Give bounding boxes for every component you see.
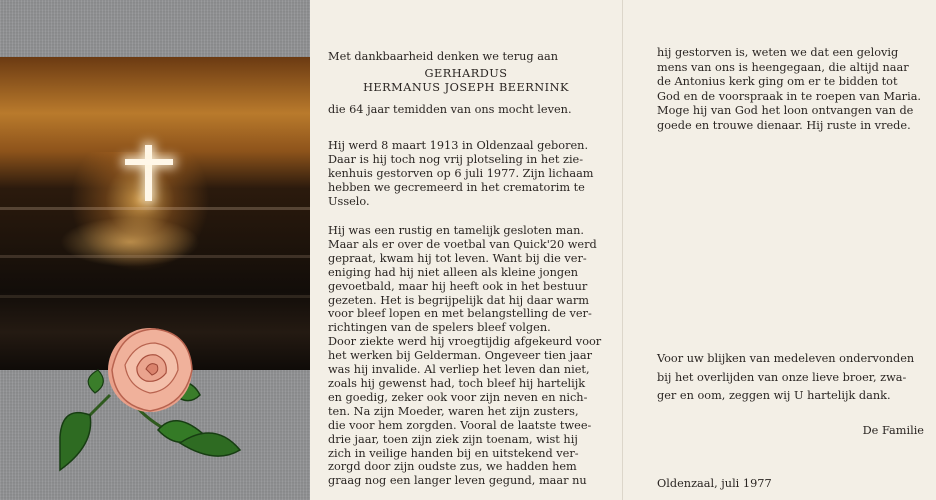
right-page (623, 0, 936, 500)
biography-paragraph-1: Hij werd 8 maart 1913 in Oldenzaal geboren. Daar is hij toch nog vrij plotseling in het zie- kenhuis gestorven op 6 juli 1977. Zijn lichaam hebben we gecremeerd in het crematorim te Usselo. (328, 139, 594, 208)
sunset-sea-image (0, 57, 310, 370)
thanks-paragraph: Voor uw blijken van medeleven ondervonden bij het overlijden van onze lieve broer, zwa- ger en oom, zeggen wij U hartelijk dank. (657, 352, 915, 402)
deceased-first-name: GERHARDUS (424, 67, 508, 80)
photo-panel (0, 0, 310, 500)
place-date: Oldenzaal, juli 1977 (657, 477, 772, 490)
deceased-full-name: HERMANUS JOSEPH BEERNINK (363, 81, 569, 94)
middle-page (310, 0, 623, 500)
age-line: die 64 jaar temidden van ons mocht leven. (328, 103, 572, 116)
faith-paragraph: hij gestorven is, weten we dat een gelovig mens van ons is heengegaan, die altijd naar de Antonius kerk ging om er te bidden tot God en de voorspraak in te roepen van Maria. Moge hij van God het loon ontvangen van de goede en trouwe dienaar. Hij ruste in vrede. (657, 46, 922, 132)
intro-line: Met dankbaarheid denken we terug aan (328, 50, 558, 63)
cross-icon (145, 145, 152, 201)
pink-rose-icon (40, 325, 270, 485)
biography-paragraph-2: Hij was een rustig en tamelijk gesloten man. Maar als er over de voetbal van Quick'20 werd gepraat, kwam hij tot leven. Want bij die ver- eniging had hij niet alleen als kleine jongen gevoetbald, maar hij heeft ook in het bestuur gezeten. Het is begrijpelijk dat hij daar warm voor bleef lopen en met belangstelling de ver- richtingen van de spelers bleef volgen. Door ziekte werd hij vroegtijdig afgekeurd voor het werken bij Gelderman. Ongeveer tien jaar was hij invalide. Al verliep het leven dan niet, zoals hij gewenst had, toch bleef hij hartelijk en goedig, zeker ook voor zijn neven en nich- ten. Na zijn Moeder, waren het zijn zusters, die voor hem zorgden. Vooral de laatste twee- drie jaar, toen zijn ziek zijn toenam, wist hij zich in veilige handen bij en uitstekend ver- zorgd door zijn oudste zus, we hadden hem graag nog een langer leven gegund, maar nu (328, 224, 602, 488)
family-signature: De Familie (862, 424, 924, 437)
